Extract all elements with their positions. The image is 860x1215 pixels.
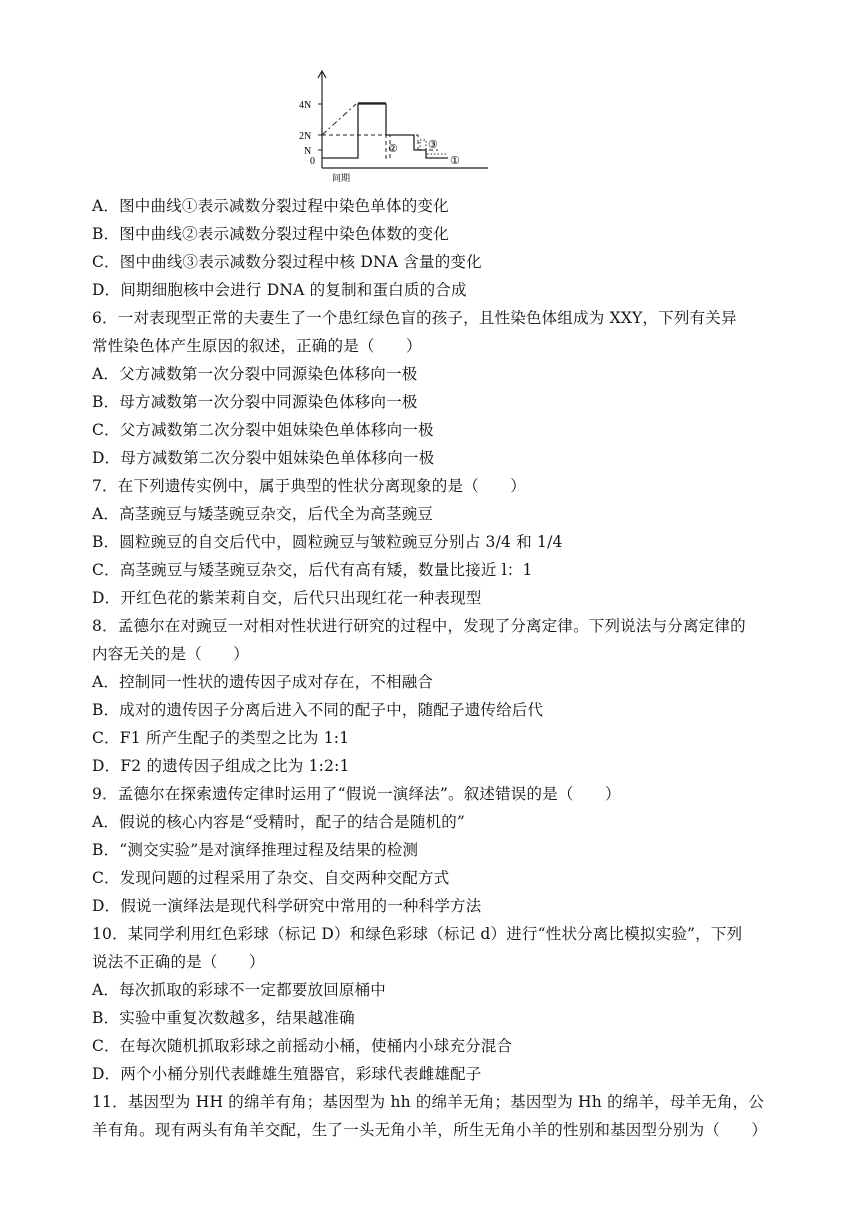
curve-2 (322, 135, 438, 158)
q5-option-b: B．图中曲线②表示减数分裂过程中染色体数的变化 (92, 225, 449, 243)
x-label-interphase: 间期 (332, 173, 351, 183)
q7-stem-line-1: 7．在下列遗传实例中，属于典型的性状分离现象的是（ ） (92, 477, 526, 495)
q10-option-d: D．两个小桶分别代表雌雄生殖器官，彩球代表雌雄配子 (92, 1065, 482, 1083)
q8-option-a: A．控制同一性状的遗传因子成对存在，不相融合 (92, 673, 434, 691)
q7-option-b: B．圆粒豌豆的自交后代中，圆粒豌豆与皱粒豌豆分别占 3/4 和 1/4 (92, 533, 563, 551)
q6-stem-line-1: 6．一对表现型正常的夫妻生了一个患红绿色盲的孩子，且性染色体组成为 XXY，下列有关异 (92, 309, 737, 327)
q8-option-b: B．成对的遗传因子分离后进入不同的配子中，随配子遗传给后代 (92, 701, 544, 719)
q6-option-c: C．父方减数第二次分裂中姐妹染色单体移向一极 (92, 421, 434, 439)
q11-stem-line-1: 11．基因型为 HH 的绵羊有角；基因型为 hh 的绵羊无角；基因型为 Hh 的绵羊，母羊无角，公 (92, 1093, 765, 1111)
q8-option-c: C．F1 所产生配子的类型之比为 1:1 (92, 729, 350, 747)
q10-option-b: B．实验中重复次数越多，结果越准确 (92, 1009, 355, 1027)
q8-stem-line-1: 8．孟德尔在对豌豆一对相对性状进行研究的过程中，发现了分离定律。下列说法与分离定律的 (92, 617, 746, 635)
curve-dna-rise (322, 104, 356, 135)
q6-option-d: D．母方减数第二次分裂中姐妹染色单体移向一极 (92, 449, 435, 467)
q5-option-d: D．间期细胞核中会进行 DNA 的复制和蛋白质的合成 (92, 281, 467, 299)
q10-stem-line-1: 10．某同学利用红色彩球（标记 D）和绿色彩球（标记 d）进行“性状分离比模拟实验”，下列 (92, 925, 743, 943)
y-label-2n: 2N (299, 131, 312, 142)
q9-stem-line-1: 9．孟德尔在探索遗传定律时运用了“假说一演绎法”。叙述错误的是（ ） (92, 785, 621, 803)
q6-stem-line-2: 常性染色体产生原因的叙述，正确的是（ ） (92, 337, 422, 355)
meiosis-curve-figure (298, 68, 498, 188)
q5-option-a: A．图中曲线①表示减数分裂过程中染色单体的变化 (92, 197, 449, 215)
q8-option-d: D．F2 的遗传因子组成之比为 1:2:1 (92, 757, 350, 775)
q9-option-d: D．假说一演绎法是现代科学研究中常用的一种科学方法 (92, 897, 482, 915)
q8-stem-line-2: 内容无关的是（ ） (92, 645, 250, 663)
question-content (92, 192, 772, 1144)
y-label-4n: 4N (299, 100, 312, 111)
q10-stem-line-2: 说法不正确的是（ ） (92, 953, 265, 971)
q9-option-c: C．发现问题的过程采用了杂交、自交两种交配方式 (92, 869, 450, 887)
q6-option-a: A．父方减数第一次分裂中同源染色体移向一极 (92, 365, 418, 383)
y-label-0: 0 (310, 156, 315, 167)
marker-3: ③ (428, 139, 438, 151)
q5-option-c: C．图中曲线③表示减数分裂过程中核 DNA 含量的变化 (92, 253, 482, 271)
marker-2: ② (388, 143, 398, 155)
q6-option-b: B．母方减数第一次分裂中同源染色体移向一极 (92, 393, 418, 411)
q9-option-b: B．“测交实验”是对演绎推理过程及结果的检测 (92, 841, 419, 859)
q7-option-d: D．开红色花的紫茉莉自交，后代只出现红花一种表现型 (92, 589, 482, 607)
q7-option-c: C．高茎豌豆与矮茎豌豆杂交，后代有高有矮，数量比接近 l：1 (92, 561, 533, 579)
q10-option-c: C．在每次随机抓取彩球之前摇动小桶，使桶内小球充分混合 (92, 1037, 513, 1055)
y-label-n: N (304, 146, 312, 157)
marker-1: ① (450, 155, 460, 167)
q11-stem-line-2: 羊有角。现有两头有角羊交配，生了一头无角小羊，所生无角小羊的性别和基因型分别为（ ） (92, 1121, 768, 1139)
q10-option-a: A．每次抓取的彩球不一定都要放回原桶中 (92, 981, 386, 999)
q9-option-a: A．假说的核心内容是“受精时，配子的结合是随机的” (92, 813, 466, 831)
q7-option-a: A．高茎豌豆与矮茎豌豆杂交，后代全为高茎豌豆 (92, 505, 434, 523)
